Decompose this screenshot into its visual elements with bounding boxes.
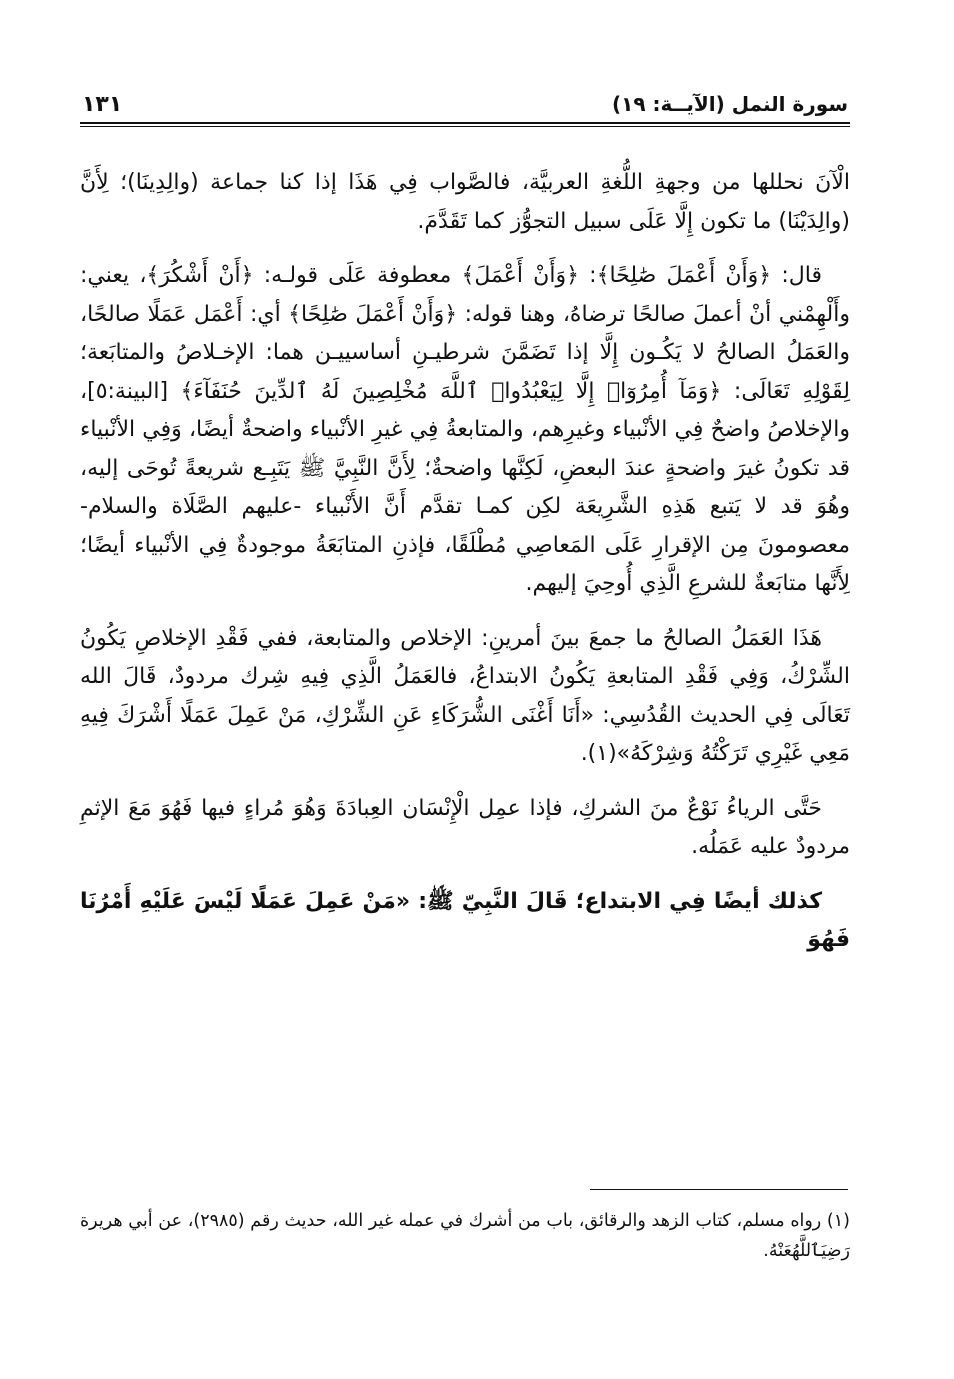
page-header — [82, 92, 848, 120]
footnote-divider — [590, 1189, 848, 1190]
page-number: ١٣١ — [82, 92, 123, 117]
paragraph-1: الْآنَ نحللها من وجهةِ اللُّغةِ العربيَّة، فالصَّواب فِي هَذَا إذا كنا جماعة (والِدِينَا)؛ لِأَنَّ (والِدَيْنَا) ما تكون إِلَّا عَلَى سبيل التجوُّز كما تَقَدَّمَ. — [80, 170, 850, 234]
paragraph-3: هَذَا العَمَلُ الصالحُ ما جمعَ بينَ أمرينِ: الإخلاص والمتابعة، ففي فَقْدِ الإخلاصِ يَكُونُ الشِّرْكُ، وَفِي فَقْدِ المتابعةِ يَكُونُ الابتداعُ، فالعَمَلُ الَّذِي فِيهِ شِرك مردودٌ، قَالَ الله تَعَالَى فِي الحديث القُدُسِي: «أَنَا أَغْنَى الشُّرَكَاءِ عَنِ الشِّرْكِ، مَنْ عَمِلَ عَمَلًا أَشْرَكَ فِيهِ مَعِي غَيْرِي تَرَكْتُهُ وَشِرْكَهُ»(١). — [80, 625, 850, 766]
main-text — [80, 164, 850, 976]
paragraph-4: حَتَّى الرياءُ نَوْعٌ منَ الشركِ، فإذا عمِل الْإِنْسَان العِبادَةَ وَهُوَ مُراءٍ فيها فَهُوَ مَعَ الإثمِ مردودٌ عليه عَمَلُه. — [80, 795, 850, 859]
paragraph-5: كذلك أيضًا فِي الابتداع؛ قَالَ النَّبِيّ ﷺ: «مَنْ عَمِلَ عَمَلًا لَيْسَ عَلَيْهِ أَمْرُنَا فَهُوَ — [80, 888, 850, 952]
paragraph-2: قال: ﴿وَأَنْ أَعْمَلَ صَٰلِحًا﴾: ﴿وَأَنْ أَعْمَلَ﴾ معطوفة عَلَى قولـه: ﴿أَنْ أَشْكُرَ﴾، يعني: وأَلْهِمْني أنْ أعملَ صالحًا ترضاهُ، وهنا قوله: ﴿وَأَنْ أَعْمَلَ صَٰلِحًا﴾ أي: أَعْمَل عَمَلًا صالحًا، والعَمَلُ الصالحُ لا يَكُـون إِلَّا إذا تَضَمَّنَ شرطيـنِ أساسييـن هما: الإخـلاصُ والمتابَعة؛ لِقَوْلِهِ تَعَالَى: ﴿وَمَآ أُمِرُوٓا۟ إِلَّا لِيَعْبُدُوا۟ ٱللَّهَ مُخْلِصِينَ لَهُ ٱلدِّينَ حُنَفَآءَ﴾ [البينة:٥]، والإخلاصُ واضحٌ فِي الأنْبياء وغيرِهم، والمتابعةُ فِي غيرِ الأنْبياء واضحةٌ أيضًا، وَفِي الأنْبياء قد تكونُ غيرَ واضحةٍ عندَ البعضِ، لَكِنَّها واضحةٌ؛ لِأَنَّ النَّبِيَّ ﷺ يَتَبِـع شريعةً تُوحَى إليه، وهُوَ قد لا يَتبع هَذِهِ الشَّرِيعَة لكِن كمـا تقدَّم أَنَّ الأَنْبياء -عليهم الصَّلَاة والسلام- معصومونَ مِن الإقرارِ عَلَى المَعاصِي مُطْلَقًا، فإذنِ المتابَعَةُ موجودةٌ فِي الأنْبياء أيضًا؛ لِأَنَّها متابَعةٌ للشرعِ الَّذِي أُوحِيَ إليهم. — [80, 263, 850, 596]
footnote: (١) رواه مسلم، كتاب الزهد والرقائق، باب من أشرك في عمله غير الله، حديث رقم (٢٩٨٥)، عن أبي هريرة رَضِيَٱللَّهُعَنْهُ. — [80, 1211, 850, 1261]
header-divider — [80, 122, 850, 127]
running-header-title: سورة النمل (الآيــة: ١٩) — [612, 92, 848, 116]
